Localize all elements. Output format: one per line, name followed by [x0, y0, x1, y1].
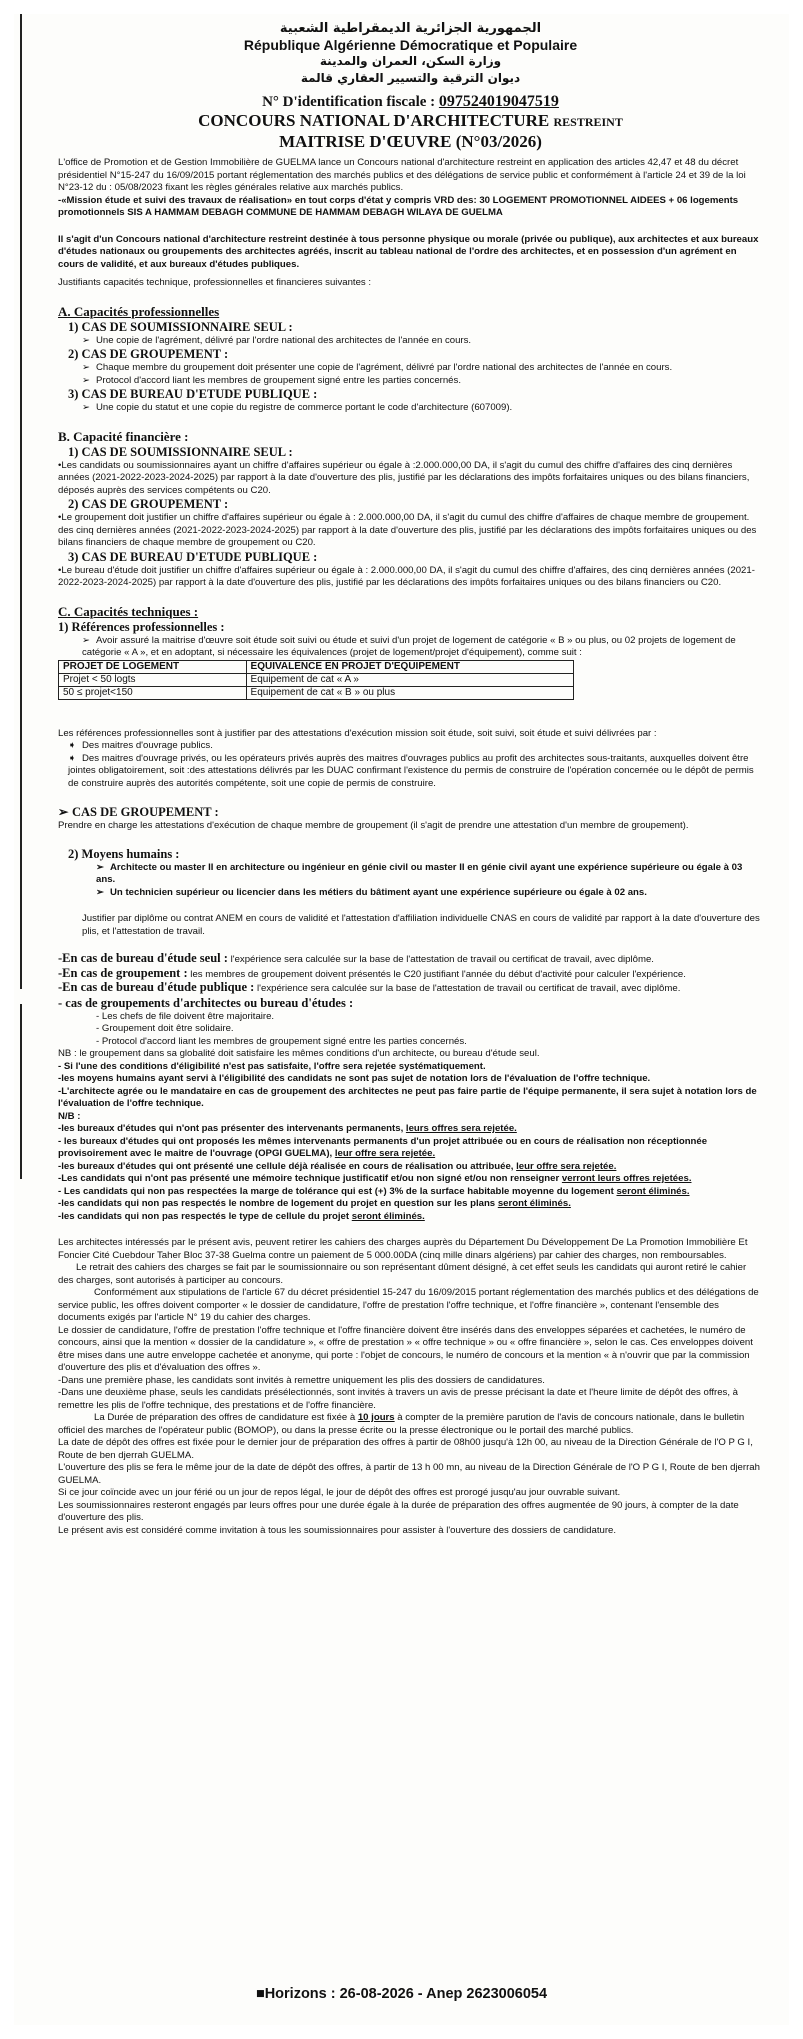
rule-2-text: - les bureaux d'études qui ont proposés les mêmes intervenants permanents d'un projet attribuée ou en cours de réalisation non réceptionnée provisoirement avec le maitre de l'ouvrage (OPGI GUELMA), [58, 1135, 708, 1159]
hand-bullet-icon: ➧ [68, 740, 77, 751]
header-french-republic: République Algérienne Démocratique et Populaire [243, 37, 578, 53]
newspaper-notice-page [14, 14, 789, 2025]
arrow-bullet-icon: ➢ [82, 634, 91, 646]
rule-1 [58, 1123, 763, 1136]
arrow-bullet-icon: ➢ [96, 886, 105, 898]
rule-6-outcome: seront éliminés. [497, 1198, 571, 1209]
equivalence-table [58, 660, 574, 700]
header-arabic-republic: الجمهورية الجزائرية الديمقراطية الشعبية [279, 21, 542, 36]
closing-3: Conformément aux stipulations de l'article 67 du décret présidentiel 15-247 du 16/09/2015 portant réglementation des marchés publics et des délégations de service public, les offres doivent comporter « le dossier de candidature, l'offre de prestation l'offre technique, et l'offre financière », contenant l'ensemble des documents exigés par l'article N° 19 du cahier des charges. [58, 1287, 759, 1323]
nb-label: N/B : [58, 1110, 81, 1122]
arrow-bullet-icon: ➢ [82, 362, 91, 373]
moyens-humains-item-2 [58, 887, 763, 900]
rule-4-outcome: verront leurs offres rejetées. [561, 1173, 692, 1184]
section-b-case-2: 2) CAS DE GROUPEMENT : [68, 497, 229, 511]
moyens-humains-item-1 [58, 862, 763, 887]
section-a-case-1: 1) CAS DE SOUMISSIONNAIRE SEUL : [68, 319, 293, 334]
groupements-item-1: - Les chefs de file doivent être majoritaire. [96, 1010, 275, 1022]
intro-paragraph-1: L'office de Promotion et de Gestion Immobilière de GUELMA lance un Concours national d'architecture restreint en application des articles 42,47 et 48 du décret présidentiel N°15-247 du 16/09/2015 portant réglementation des marchés publics et des délégations de service public et conformément à l'article 24 et 39 de la loi N°23-12 du : 05/08/2023 fixant les règles générales relative aux marchés publics. [58, 157, 746, 193]
closing-11: Les soumissionnaires resteront engagés par leurs offres pour une durée égale à la durée de préparation des offres augmentée de 90 jours, à compter de la date d'ouverture des plis. [58, 1499, 739, 1523]
section-a-case-2-text-2: Protocol d'accord liant les membres de groupement signé entre les parties concernés. [96, 374, 461, 386]
section-b-case-3: 3) CAS DE BUREAU D'ETUDE PUBLIQUE : [68, 549, 318, 564]
rule-3-text: -les bureaux d'études qui ont présenté une cellule déjà réalisée en cours de réalisation ou attribuée, [58, 1160, 517, 1172]
section-a-title: A. Capacités professionnelles [58, 303, 220, 319]
rule-7-text: -les candidats qui non pas respectés le type de cellule du projet [58, 1210, 352, 1222]
table-cell: Equipement de cat « B » ou plus [246, 686, 573, 699]
section-a-case-2-text-1: Chaque membre du groupement doit présenter une copie de l'agrément, délivré par l'ordre national des architectes de l'année en cours. [96, 362, 673, 373]
section-c-references-text: Avoir assuré la maitrise d'œuvre soit étude soit suivi ou étude et suivi d'un projet de logement de catégorie « B » ou plus, ou 02 projets de logement de catégorie « A », et en adoptant, si nécessaire les équivalences (projet de logement/projet d'équipement), comme suit : [82, 634, 736, 658]
nb-4: -L'architecte agrée ou le mandataire en cas de groupement des architectes ne peut pas faire partie de l'équipe permanente, il sera sujet à notation lors de l'évaluation de l'offre technique. [58, 1085, 757, 1109]
intro-paragraph-2: -«Mission étude et suivi des travaux de réalisation» en tout corps d'état y compris VRD des: 30 LOGEMENT PROMOTIONNEL AIDEES + 06 logements promotionnels SIS A HAMMAM DEBAGH COMMUNE DE HAMMAM DEBAGH WILAYA DE GUELMA [58, 194, 739, 218]
arrow-bullet-icon: ➢ [96, 861, 105, 873]
section-a-case-1-text: Une copie de l'agrément, délivré par l'ordre national des architectes de l'année en cours. [96, 334, 472, 346]
groupement-title [58, 804, 763, 820]
references-justification: Les références professionnelles sont à justifier par des attestations d'exécution mission soit étude, soit suivi, soit étude et suivi délivrées par : [58, 727, 657, 739]
notice-title [58, 111, 763, 132]
references-item-2-text: Des maitres d'ouvrage privés, ou les opérateurs privés auprès des maitres d'ouvrages publics au profit des architectes sous-traitants, auxquelles doivent être jointes obligatoirement, soit :des attestations délivrés par les DUAC confirmant l'existence du permis de construire de l'opération concernée ou le dépôt de permis de construire auprès des autorités compétente, soit une copie de permis de construire. [68, 752, 754, 789]
table-header-logement: PROJET DE LOGEMENT [59, 660, 247, 673]
experience-groupement-heading: -En cas de groupement : [58, 965, 188, 980]
rule-2-outcome: leur offre sera rejetée. [334, 1148, 436, 1159]
notice-column [58, 20, 763, 1537]
moyens-humains-title: 2) Moyens humains : [68, 846, 180, 861]
closing-10: Si ce jour coïncide avec un jour férié ou un jour de repos légal, le jour de dépôt des offres est prorogé jusqu'au jour ouvrable suivant. [58, 1487, 621, 1498]
notice-subtitle: MAITRISE D'ŒUVRE (N°03/2026) [279, 132, 542, 151]
experience-bureau-publique [58, 981, 763, 996]
rule-7 [58, 1211, 763, 1224]
section-b-case-1-text: •Les candidats ou soumissionnaires ayant un chiffre d'affaires supérieur ou égale à :2.000.000,00 DA, il s'agit du cumul des chiffre d'affaires des cinq dernières années (2021-2022-2023-2024-2025) par rapport à la date d'ouverture des plis, justifié par les déclarations des impôts forfaitaires uniques ou des bilans financiers, déposés auprès des services compétents ou C20. [58, 459, 750, 496]
groupement-text: Prendre en charge les attestations d'exécution de chaque membre de groupement (il s'agit de prendre une attestation d'un membre de groupement). [58, 820, 689, 831]
arrow-bullet-icon: ➢ [82, 402, 91, 413]
rule-4 [58, 1173, 763, 1186]
rule-4-text: -Les candidats qui n'ont pas présenté une mémoire technique justificatif et/ou non signé et/ou non renseigner [58, 1173, 562, 1184]
rule-6-text: -les candidats qui non pas respectés le nombre de logement du projet en question sur les plans [58, 1198, 498, 1209]
closing-5: -Dans une première phase, les candidats sont invités à remettre uniquement les plis des dossiers de candidatures. [58, 1374, 545, 1386]
experience-bureau-seul-heading: -En cas de bureau d'étude seul : [58, 951, 228, 965]
closing-6: -Dans une deuxième phase, seuls les candidats présélectionnés, sont invités à travers un avis de presse précisant la date et l'heure limite de dépôt des offres, à remettre les plis de l'offre technique, des prestations et de l'offre financière. [58, 1387, 738, 1411]
section-a-case-2-item-2 [58, 375, 763, 388]
table-cell: 50 ≤ projet<150 [59, 686, 247, 699]
fiscal-id-value: 097524019047519 [438, 93, 559, 110]
experience-bureau-publique-heading: -En cas de bureau d'étude publique : [58, 980, 255, 994]
groupements-heading: - cas de groupements d'architectes ou bureau d'études : [58, 995, 354, 1010]
section-b-case-1: 1) CAS DE SOUMISSIONNAIRE SEUL : [68, 444, 293, 459]
closing-4: Le dossier de candidature, l'offre de prestation l'offre technique et l'offre financière doivent être insérés dans des enveloppes séparées et cachetées, le numéro de concours, ainsi que la mention « dossier de la candidature », « offre de prestation » « offre technique » ou « offre financière », selon le cas. Ces enveloppes doivent être mises dans une autre enveloppe cachetée et anonyme, qui porte : l'objet de concours, le numéro de concours et la mention « à n'ouvrir que par la commission d'ouverture des plis et d'évaluation des offres ». [58, 1324, 753, 1373]
intro-paragraph-3: Il s'agit d'un Concours national d'architecture restreint destinée à tous personne physique ou morale (privée ou publique), aux architectes et aux bureaux d'études nationaux ou groupements des architectes agréés, inscrit au tableau national de l'ordre des architectes, et en possession d'un agrément en cours de validité, et aux bureaux d'études publiques. [58, 233, 759, 270]
experience-bureau-publique-text: l'expérience sera calculée sur la base de l'attestation de travail ou certificat de travail, avec diplôme. [254, 983, 681, 994]
groupements-item-3: - Protocol d'accord liant les membres de groupement signé entre les parties concernés. [96, 1035, 467, 1047]
hand-bullet-icon: ➧ [68, 752, 77, 764]
section-c-references-item [58, 635, 763, 660]
rule-1-outcome: leurs offres sera rejetée. [405, 1123, 517, 1134]
table-row [59, 673, 574, 686]
groupements-item-2: - Groupement doit être solidaire. [96, 1023, 234, 1034]
section-b-case-2-text: •Le groupement doit justifier un chiffre d'affaires supérieur ou égale à : 2.000.000,00 DA, il s'agit du cumul des chiffre d'affaires de chaque membre de groupement. des cinq dernières années (2021-2022-2023-2024-2025) par rapport à la date d'ouverture des plis, justifié par les déclarations des impôts forfaitaires uniques ou des bilans financiers de chaque membre de groupement ou C20. [58, 512, 757, 548]
fiscal-id-label: N° D'identification fiscale : [262, 94, 439, 110]
rule-2 [58, 1136, 763, 1161]
section-c-references-title: 1) Références professionnelles : [58, 619, 225, 634]
arrow-bullet-icon: ➢ [58, 805, 69, 819]
closing-1: Les architectes intéressés par le présent avis, peuvent retirer les cahiers des charges auprès du Département Du Développement De La Promotion Immobilière Et Foncier Cité Cuebdour Taher Bloc 37-38 Guelma contre un paiement de 5 000.00DA (cinq mille dinars algériens) par cahier des charges, non remboursables. [58, 1237, 748, 1261]
closing-7-b: à compter de la première parution de l'avis de concours nationale, dans le bulletin officiel des marches de l'opérateur public (BOMOP), ou dans la presse écrite ou la presse électronique ou le portail des marché publics. [58, 1412, 745, 1436]
rule-5 [58, 1186, 763, 1199]
publication-footer: ■Horizons : 26-08-2026 - Anep 2623006054 [255, 1986, 548, 2002]
nb-3: -les moyens humains ayant servi à l'éligibilité des candidats ne sont pas sujet de notation lors de l'évaluation de l'offre technique. [58, 1073, 651, 1084]
closing-9: L'ouverture des plis se fera le même jour de la date de dépôt des offres, à partir de 13 h 00 mn, au niveau de la Direction Générale de l'O P G I, Route de ben djerrah GUELMA. [58, 1462, 760, 1486]
section-b-case-3-text: •Le bureau d'étude doit justifier un chiffre d'affaires supérieur ou égale à : 2.000.000,00 DA, il s'agit du cumul des chiffre d'affaires, des cinq dernières années (2021-2022-2023-2024-2025) par rapport à la date d'ouverture des plis, justifié par les déclarations des impôts forfaitaires uniques ou des bilans financiers ou C20. [58, 564, 755, 588]
left-border-line [14, 14, 22, 989]
header-arabic-ministry: وزارة السكن، العمران والمدينة [319, 54, 502, 68]
closing-7 [58, 1412, 763, 1437]
arrow-bullet-icon: ➢ [82, 374, 91, 386]
closing-2: Le retrait des cahiers des charges se fait par le soumissionnaire ou son représentant dûment désigné, à cet effet seuls les candidats qui auront retiré le cahier des charges, sont autorisés à participer au concours. [58, 1262, 747, 1286]
equivalence-table-header [59, 660, 574, 673]
table-cell: Equipement de cat « A » [246, 673, 573, 686]
nb-1: NB : le groupement dans sa globalité doit satisfaire les mêmes conditions d'un architecte, ou bureau d'étude seul. [58, 1048, 540, 1059]
moyens-humains-item-1-text: Architecte ou master II en architecture ou ingénieur en génie civil ou master II en génie civil ayant une expérience supérieure ou égale à 03 ans. [96, 861, 743, 885]
rule-1-text: -les bureaux d'études qui n'ont pas présenter des intervenants permanents, [58, 1123, 406, 1134]
arrow-bullet-icon: ➢ [82, 334, 91, 346]
rule-6 [58, 1198, 763, 1211]
fiscal-id [58, 93, 763, 111]
closing-8: La date de dépôt des offres est fixée pour le dernier jour de préparation des offres à partir de 08h00 jusqu'à 12h 00, au niveau de la Direction Générale de l'O P G I, Route de ben djerrah GUELMA. [58, 1437, 753, 1461]
header-arabic-office: ديوان الترقية والتسيير العقاري قالمة [300, 71, 521, 85]
table-header-equipement: EQUIVALENCE EN PROJET D'EQUIPEMENT [246, 660, 573, 673]
moyens-humains-item-2-text: Un technicien supérieur ou licencier dans les métiers du bâtiment ayant une expérience supérieure ou égale à 02 ans. [110, 886, 647, 898]
references-item-2 [58, 753, 763, 791]
experience-groupement-text: les membres de groupement doivent présentés le C20 justifiant l'année du début d'activité pour calculer l'expérience. [187, 968, 686, 980]
section-a-case-3-text: Une copie du statut et une copie du registre de commerce portant le code d'architecture (607009). [96, 402, 513, 413]
notice-title-small: RESTREINT [553, 115, 623, 129]
notice-title-main: CONCOURS NATIONAL D'ARCHITECTURE [198, 111, 550, 130]
section-a-case-3-item [58, 402, 763, 415]
nb-2: - Si l'une des conditions d'éligibilité n'est pas satisfaite, l'offre sera rejetée systématiquement. [58, 1060, 486, 1072]
groupement-title-text: CAS DE GROUPEMENT : [72, 805, 219, 819]
rule-3-outcome: leur offre sera rejetée. [516, 1160, 617, 1172]
closing-12: Le présent avis est considéré comme invitation à tous les soumissionnaires pour assister à l'ouverture des dossiers de candidature. [58, 1524, 617, 1536]
experience-bureau-seul [58, 952, 763, 967]
references-item-1 [58, 740, 763, 753]
experience-groupement [58, 967, 763, 982]
section-c-title: C. Capacités techniques : [58, 603, 199, 619]
section-b-title: B. Capacité financière : [58, 428, 189, 444]
closing-7-a: La Durée de préparation des offres de candidature est fixée à [94, 1412, 358, 1423]
left-border-line-lower [14, 1004, 22, 1179]
rule-5-text: - Les candidats qui non pas respectées la marge de tolérance qui est (+) 3% de la surface habitable moyenne du logement [58, 1185, 617, 1197]
experience-bureau-seul-text: l'expérience sera calculée sur la base de l'attestation de travail ou certificat de travail, avec diplôme. [227, 954, 654, 965]
references-item-1-text: Des maitres d'ouvrage publics. [82, 740, 213, 751]
section-a-case-3: 3) CAS DE BUREAU D'ETUDE PUBLIQUE : [68, 387, 318, 401]
rule-7-outcome: seront éliminés. [351, 1210, 425, 1222]
table-row [59, 686, 574, 699]
section-a-case-1-item [58, 335, 763, 348]
intro-paragraph-4: Justifiants capacités technique, professionnelles et financieres suivantes : [58, 277, 372, 288]
rule-5-outcome: seront éliminés. [616, 1185, 690, 1197]
table-cell: Projet < 50 logts [59, 673, 247, 686]
rule-3 [58, 1161, 763, 1174]
section-a-case-2-item-1 [58, 362, 763, 375]
section-a-case-2: 2) CAS DE GROUPEMENT : [68, 347, 229, 361]
closing-7-duration: 10 jours [357, 1412, 395, 1423]
justification-text: Justifier par diplôme ou contrat ANEM en cours de validité et l'attestation d'affiliation individuelle CNAS en cours de validité par rapport à la date d'ouverture des plis, et l'attestation de travail. [82, 913, 760, 937]
